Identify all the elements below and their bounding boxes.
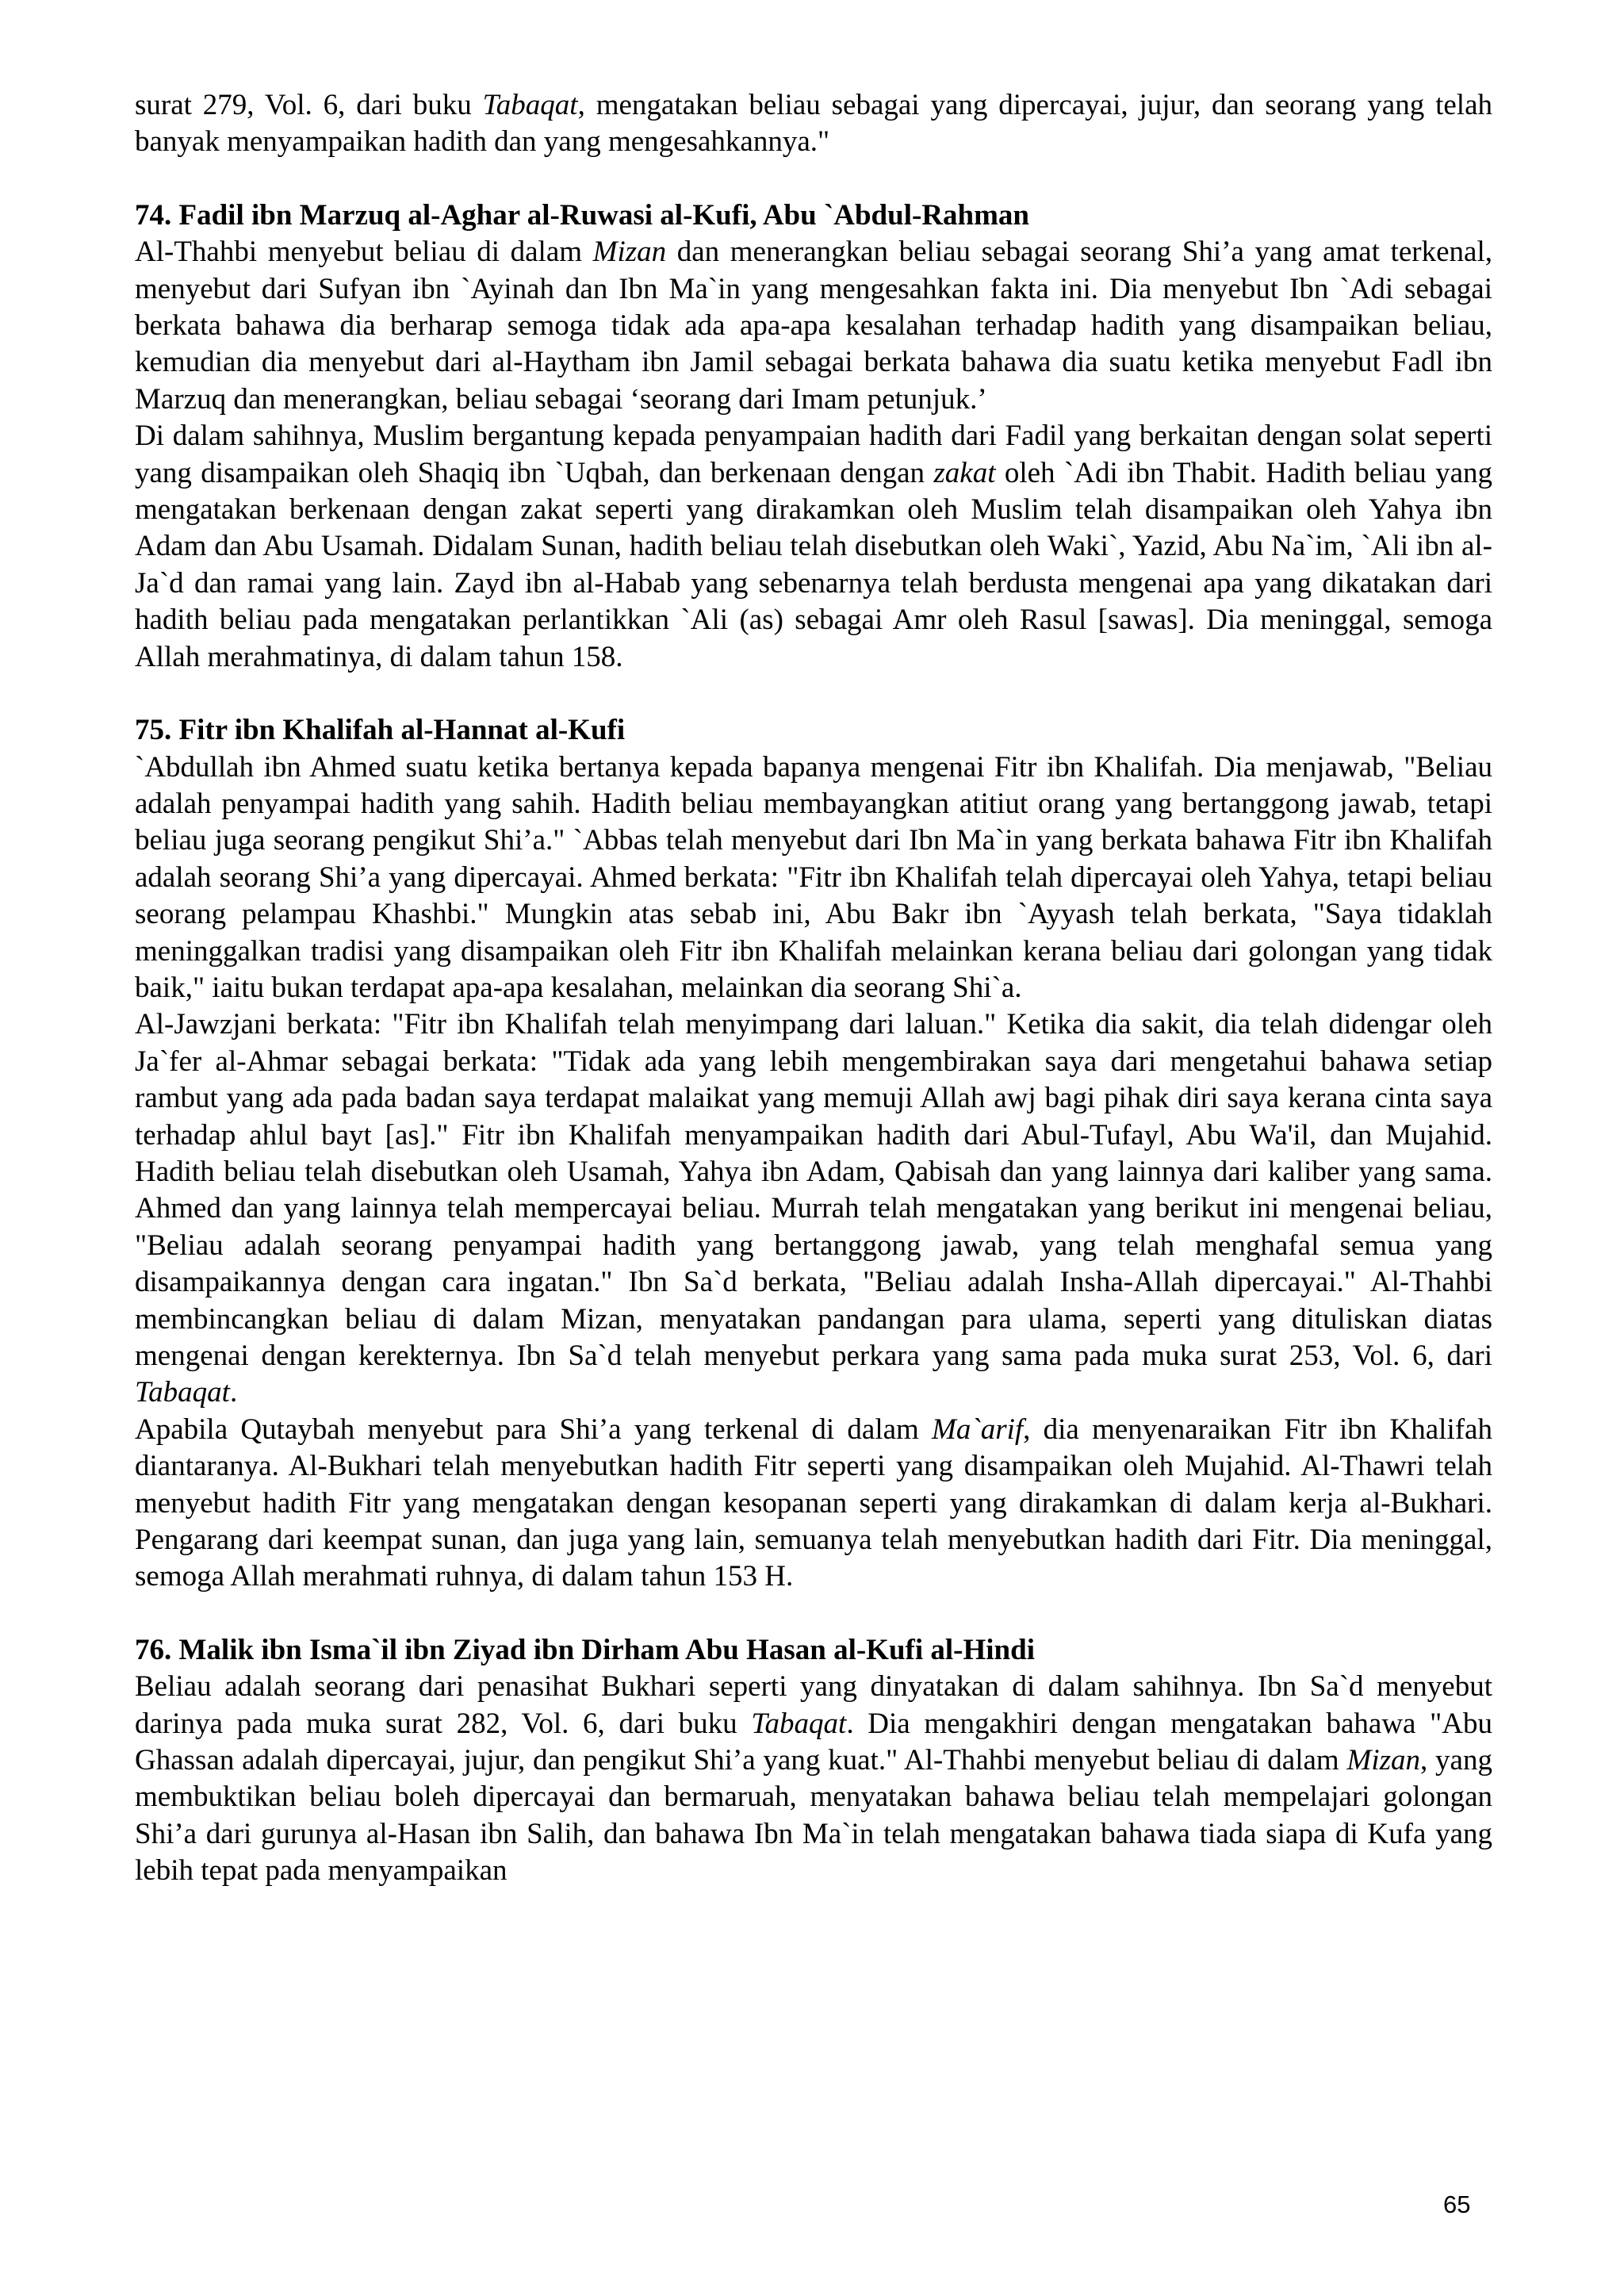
intro-paragraph — [135, 87, 1492, 161]
section-spacer — [135, 161, 1492, 197]
section-74-paragraph-2 — [135, 418, 1492, 676]
text-run: , mengatakan beliau sebagai yang dipercayai, jujur, dan seorang yang telah banyak menyampaikan hadith dan yang mengesahkannya." — [135, 89, 1492, 159]
text-run: Al-Jawzjani berkata: "Fitr ibn Khalifah telah menyimpang dari laluan." Ketika dia sakit, dia telah didengar oleh Ja`fer al-Ahmar sebagai berkata: "Tidak ada yang lebih mengembirakan saya dari mengetahui bahawa setiap rambut yang ada pada badan saya terdapat malaikat yang memuji Allah awj bagi pihak diri saya kerana cinta saya terhadap ahlul bayt [as]." Fitr ibn Khalifah menyampaikan hadith dari Abul-Tufayl, Abu Wa'il, dan Mujahid. Hadith beliau telah disebutkan oleh Usamah, Yahya ibn Adam, Qabisah dan yang lainnya dari kaliber yang sama. Ahmed dan yang lainnya telah mempercayai beliau. Murrah telah mengatakan yang berikut ini mengenai beliau, "Beliau adalah seorang penyampai hadith yang bertanggong jawab, yang telah menghafal semua yang disampaikannya dengan cara ingatan." Ibn Sa`d berkata, "Beliau adalah Insha-Allah dipercayai." Al-Thahbi membincangkan beliau di dalam Mizan, menyatakan pandangan para ulama, seperti yang dituliskan diatas mengenai dengan kerekternya. Ibn Sa`d telah menyebut perkara yang sama pada muka surat 253, Vol. 6, dari — [135, 1008, 1492, 1372]
text-run: oleh `Adi ibn Thabit. Hadith beliau yang mengatakan berkenaan dengan zakat seperti yang dirakamkan oleh Muslim telah disampaikan oleh Yahya ibn Adam dan Abu Usamah. Didalam Sunan, hadith beliau telah disebutkan oleh Waki`, Yazid, Abu Na`im, `Ali ibn al-Ja`d dan ramai yang lain. Zayd ibn al-Habab yang sebenarnya telah berdusta mengenai apa yang dikatakan dari hadith beliau pada mengatakan perlantikkan `Ali (as) sebagai Amr oleh Rasul [sawas]. Dia meninggal, semoga Allah merahmatinya, di dalam tahun 158. — [135, 456, 1492, 673]
text-run: Beliau adalah seorang dari penasihat Bukhari seperti yang dinyatakan di dalam sahihnya. Ibn Sa`d menyebut darinya pada muka surat 282, Vol. 6, dari buku — [135, 1670, 1492, 1740]
book-title: Tabaqat — [135, 1376, 230, 1409]
book-title: Tabaqat — [482, 89, 578, 121]
text-run: . — [229, 1376, 238, 1409]
section-75-paragraph-2 — [135, 1006, 1492, 1411]
text-run: , dia menyenaraikan Fitr ibn Khalifah diantaranya. Al-Bukhari telah menyebutkan hadith Fitr seperti yang disampaikan oleh Mujahid. Al-Thawri telah menyebut hadith Fitr yang mengatakan dengan kesopanan seperti yang dirakamkan di dalam kerja al-Bukhari. Pengarang dari keempat sunan, dan juga yang lain, semuanya telah menyebutkan hadith dari Fitr. Dia meninggal, semoga Allah merahmati ruhnya, di dalam tahun 153 H. — [135, 1412, 1492, 1593]
section-spacer — [135, 676, 1492, 712]
italic-term: zakat — [933, 456, 996, 489]
section-74-paragraph-1 — [135, 234, 1492, 418]
text-run: . Dia mengakhiri dengan mengatakan bahawa "Abu Ghassan adalah dipercayai, jujur, dan pengikut Shi’a yang kuat." Al-Thahbi menyebut beliau di dalam — [135, 1707, 1492, 1777]
book-title: Tabaqat — [751, 1707, 847, 1740]
text-run: Al-Thahbi menyebut beliau di dalam — [135, 236, 593, 269]
section-heading-74: 74. Fadil ibn Marzuq al-Aghar al-Ruwasi al-Kufi, Abu `Abdul-Rahman — [135, 198, 1030, 232]
section-spacer — [135, 1596, 1492, 1632]
document-page — [135, 87, 1492, 1890]
text-run: Apabila Qutaybah menyebut para Shi’a yang terkenal di dalam — [135, 1412, 933, 1446]
section-heading-76: 76. Malik ibn Isma`il ibn Ziyad ibn Dirham Abu Hasan al-Kufi al-Hindi — [135, 1633, 1035, 1666]
section-75-paragraph-3 — [135, 1412, 1492, 1596]
text-run: dan menerangkan beliau sebagai seorang Shi’a yang amat terkenal, menyebut dari Sufyan ibn `Ayinah dan Ibn Ma`in yang mengesahkan fakta ini. Dia menyebut Ibn `Adi sebagai berkata bahawa dia berharap semoga tidak ada apa-apa kesalahan terhadap hadith yang disampaikan beliau, kemudian dia menyebut dari al-Haytham ibn Jamil sebagai berkata bahawa dia suatu ketika menyebut Fadl ibn Marzuq dan menerangkan, beliau sebagai ‘seorang dari Imam petunjuk.’ — [135, 236, 1492, 416]
book-title: Mizan — [1346, 1744, 1421, 1777]
book-title: Mizan — [592, 236, 667, 269]
section-75-paragraph-1: `Abdullah ibn Ahmed suatu ketika bertanya kepada bapanya mengenai Fitr ibn Khalifah. Dia menjawab, "Beliau adalah penyampai hadith yang sahih. Hadith beliau membayangkan atitiut orang yang bertanggong jawab, tetapi beliau juga seorang pengikut Shi’a." `Abbas telah menyebut dari Ibn Ma`in yang berkata bahawa Fitr ibn Khalifah adalah seorang Shi’a yang dipercayai. Ahmed berkata: "Fitr ibn Khalifah telah dipercayai oleh Yahya, tetapi beliau seorang pelampau Khashbi." Mungkin atas sebab ini, Abu Bakr ibn `Ayyash telah berkata, "Saya tidaklah meninggalkan tradisi yang disampaikan oleh Fitr ibn Khalifah melainkan kerana beliau dari golongan yang tidak baik," iaitu bukan terdapat apa-apa kesalahan, melainkan dia seorang Shi`a. — [135, 750, 1492, 1004]
text-run: Di dalam sahihnya, Muslim bergantung kepada penyampaian hadith dari Fadil yang berkaitan dengan solat seperti yang disampaikan oleh Shaqiq ibn `Uqbah, dan berkenaan dengan — [135, 420, 1492, 489]
text-run: surat 279, Vol. 6, dari buku — [135, 89, 483, 121]
page-number: 65 — [1443, 2191, 1471, 2218]
section-76-paragraph-1 — [135, 1669, 1492, 1889]
text-run: , yang membuktikan beliau boleh dipercayai dan bermaruah, menyatakan bahawa beliau telah mempelajari golongan Shi’a dari gurunya al-Hasan ibn Salih, dan bahawa Ibn Ma`in telah mengatakan bahawa tiada siapa di Kufa yang lebih tepat pada menyampaikan — [135, 1744, 1492, 1888]
book-title: Ma`arif — [932, 1412, 1024, 1446]
section-heading-75: 75. Fitr ibn Khalifah al-Hannat al-Kufi — [135, 714, 626, 747]
